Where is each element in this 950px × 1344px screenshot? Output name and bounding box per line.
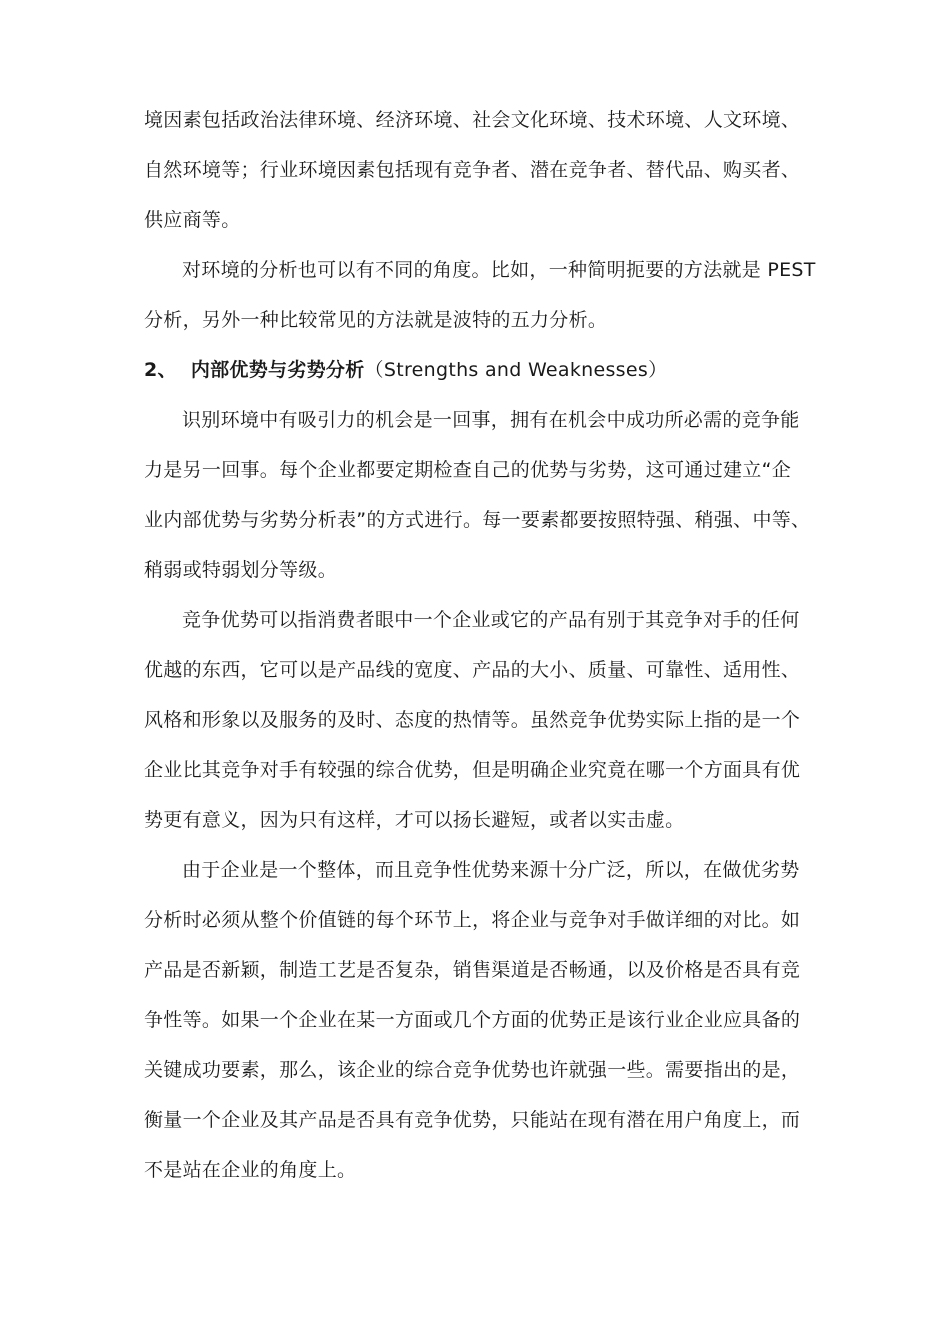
section-heading [144,358,667,382]
text-line: 争性等。如果一个企业在某一方面或几个方面的优势正是该行业企业应具备的 [144,1009,801,1031]
section-title: 内部优势与劣势分析 [190,359,365,381]
text-line: 业内部优势与劣势分析表”的方式进行。每一要素都要按照特强、稍强、中等、 [144,509,811,531]
text-line: 由于企业是一个整体，而且竞争性优势来源十分广泛，所以，在做优劣势 [182,859,800,881]
text-line: 稍弱或特弱划分等级。 [144,559,338,581]
text-line: 势更有意义，因为只有这样，才可以扬长避短，或者以实击虚。 [144,809,685,831]
text-line: 供应商等。 [144,209,241,231]
text-line: 竞争优势可以指消费者眼中一个企业或它的产品有别于其竞争对手的任何 [182,609,800,631]
section-number: 2、 [144,359,177,381]
text-line: 衡量一个企业及其产品是否具有竞争优势，只能站在现有潜在用户角度上，而 [144,1109,801,1131]
text-line: 识别环境中有吸引力的机会是一回事，拥有在机会中成功所必需的竞争能 [182,409,800,431]
text-line: 优越的东西，它可以是产品线的宽度、产品的大小、质量、可靠性、适用性、 [144,659,801,681]
text-line: 分析时必须从整个价值链的每个环节上，将企业与竞争对手做详细的对比。如 [144,909,801,931]
text-line: 企业比其竞争对手有较强的综合优势，但是明确企业究竟在哪一个方面具有优 [144,759,801,781]
text-line: 分析，另外一种比较常见的方法就是波特的五力分析。 [144,309,608,331]
text-line: 风格和形象以及服务的及时、态度的热情等。虽然竞争优势实际上指的是一个 [144,709,801,731]
text-line: 对环境的分析也可以有不同的角度。比如，一种简明扼要的方法就是 PEST [182,259,816,281]
text-line: 关键成功要素，那么，该企业的综合竞争优势也许就强一些。需要指出的是， [144,1059,801,1081]
text-line: 产品是否新颖，制造工艺是否复杂，销售渠道是否畅通，以及价格是否具有竞 [144,959,801,981]
text-line: 力是另一回事。每个企业都要定期检查自己的优势与劣势，这可通过建立“企 [144,459,792,481]
section-subtitle: （Strengths and Weaknesses） [364,359,668,381]
text-line: 自然环境等；行业环境因素包括现有竞争者、潜在竞争者、替代品、购买者、 [144,159,801,181]
text-line: 不是站在企业的角度上。 [144,1159,357,1181]
text-line: 境因素包括政治法律环境、经济环境、社会文化环境、技术环境、人文环境、 [144,109,801,131]
